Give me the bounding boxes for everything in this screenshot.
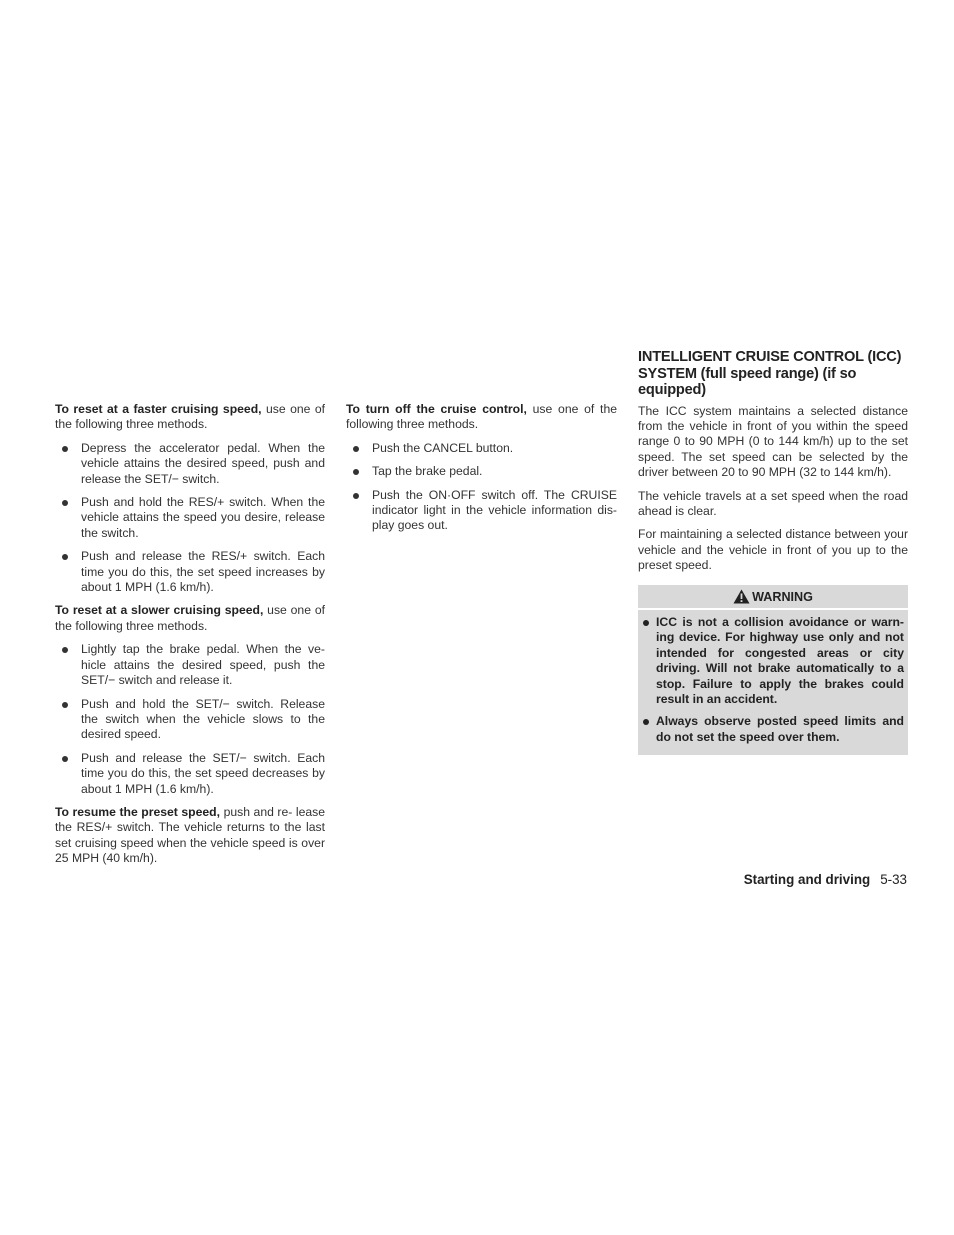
page-footer xyxy=(744,872,907,887)
left-column xyxy=(55,402,325,875)
list-item: Push and release the RES/+ switch. Each time you do this, the set speed increases by about 1 MPH (1.6 km/h). xyxy=(55,549,325,595)
warning-box xyxy=(638,585,908,756)
footer-section-title: Starting and driving xyxy=(743,872,871,887)
icc-clear-road: The vehicle travels at a set speed when the road ahead is clear. xyxy=(638,488,908,518)
list-item: ICC is not a collision avoidance or warn- ing device. For highway use only and not intended for congested areas or city driving. Will not brake automatically to a stop. Failure to apply the brakes could result in an accident. xyxy=(642,615,904,707)
list-item: Push and hold the SET/− switch. Release the switch when the vehicle slows to the desired speed. xyxy=(55,697,325,743)
bullet-icon xyxy=(62,500,68,506)
faster-speed-intro: To reset at a faster cruising speed, use one of the following three methods. xyxy=(55,402,325,432)
list-item: Always observe posted speed limits and do not set the speed over them. xyxy=(642,714,904,745)
list-item: Tap the brake pedal. xyxy=(346,464,617,479)
section-heading: INTELLIGENT CRUISE CONTROL (ICC) SYSTEM (full speed range) (if so equipped) xyxy=(638,349,902,398)
page-number: 5-33 xyxy=(880,872,907,887)
resume-speed-paragraph: To resume the preset speed, push and re- lease the RES/+ switch. The vehicle returns to the last set cruising speed when the vehicle speed is over 25 MPH (40 km/h). xyxy=(55,804,326,866)
bullet-icon xyxy=(353,446,359,452)
faster-speed-methods xyxy=(55,441,325,596)
warning-title: WARNING xyxy=(752,589,813,604)
list-item: Push the CANCEL button. xyxy=(346,441,617,456)
bullet-icon xyxy=(353,469,359,475)
bullet-icon xyxy=(643,620,649,626)
slower-speed-methods xyxy=(55,642,325,797)
bullet-icon xyxy=(643,719,649,725)
list-item: Depress the accelerator pedal. When the vehicle attains the desired speed, push and release the SET/− switch. xyxy=(55,441,325,487)
list-item: Push and hold the RES/+ switch. When the vehicle attains the speed you desire, release the switch. xyxy=(55,495,325,541)
slower-speed-intro: To reset at a slower cruising speed, use one of the following three methods. xyxy=(55,603,325,633)
bullet-icon xyxy=(62,702,68,708)
bullet-icon xyxy=(62,756,68,762)
right-column xyxy=(638,349,908,755)
warning-list xyxy=(642,615,904,745)
icc-distance: For maintaining a selected distance between your vehicle and the vehicle in front of you up to the preset speed. xyxy=(638,527,908,573)
warning-triangle-icon xyxy=(733,589,750,604)
list-item: Lightly tap the brake pedal. When the ve- hicle attains the desired speed, push the SET/− switch and release it. xyxy=(55,642,325,688)
list-item: Push the ON·OFF switch off. The CRUISE indicator light in the vehicle information dis- play goes out. xyxy=(346,488,617,534)
bullet-icon xyxy=(353,493,359,499)
warning-header xyxy=(638,585,908,610)
list-item: Push and release the SET/− switch. Each time you do this, the set speed decreases by about 1 MPH (1.6 km/h). xyxy=(55,751,325,797)
bullet-icon xyxy=(62,554,68,560)
turn-off-intro: To turn off the cruise control, use one of the following three methods. xyxy=(346,402,617,432)
turn-off-methods xyxy=(346,441,617,534)
bullet-icon xyxy=(62,446,68,452)
middle-column xyxy=(346,402,617,542)
icc-description: The ICC system maintains a selected distance from the vehicle in front of you within the speed range 0 to 90 MPH (0 to 144 km/h) up to the set speed. The set speed can be selected by the driver between 20 to 90 MPH (32 to 144 km/h). xyxy=(638,403,908,480)
bullet-icon xyxy=(62,647,68,653)
